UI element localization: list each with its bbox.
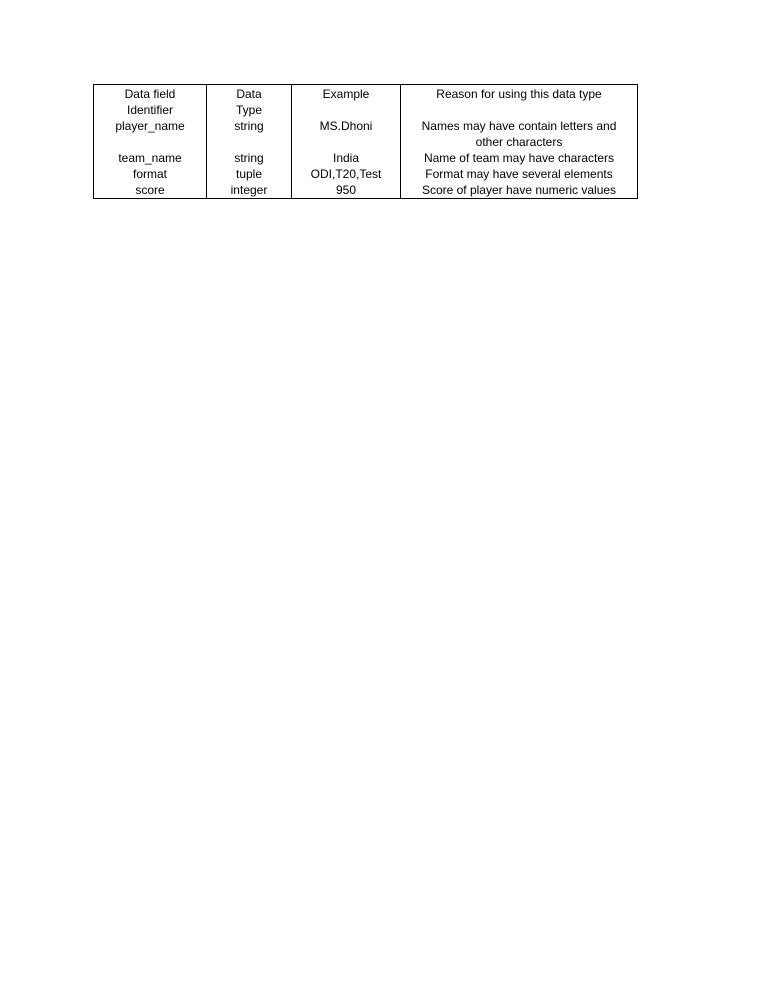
table-header-row [94, 85, 638, 119]
table-cell: string [207, 150, 292, 166]
table-row [94, 118, 638, 150]
table-cell: 950 [292, 182, 401, 199]
header-reason: Reason for using this data type [401, 85, 638, 119]
table-cell: integer [207, 182, 292, 199]
table-cell: Names may have contain letters and other characters [401, 118, 638, 150]
table-cell: player_name [94, 118, 207, 150]
header-data-type: Data Type [207, 85, 292, 119]
table-row [94, 182, 638, 199]
table-cell: India [292, 150, 401, 166]
table-cell: Name of team may have characters [401, 150, 638, 166]
table-cell: string [207, 118, 292, 150]
table-cell: Score of player have numeric values [401, 182, 638, 199]
table-row [94, 166, 638, 182]
data-type-table [93, 84, 638, 199]
table-cell: score [94, 182, 207, 199]
table-cell: ODI,T20,Test [292, 166, 401, 182]
header-data-field-identifier: Data field Identifier [94, 85, 207, 119]
table-cell: team_name [94, 150, 207, 166]
table-row [94, 150, 638, 166]
header-example: Example [292, 85, 401, 119]
table-cell: Format may have several elements [401, 166, 638, 182]
table-cell: MS.Dhoni [292, 118, 401, 150]
table-cell: tuple [207, 166, 292, 182]
table-cell: format [94, 166, 207, 182]
